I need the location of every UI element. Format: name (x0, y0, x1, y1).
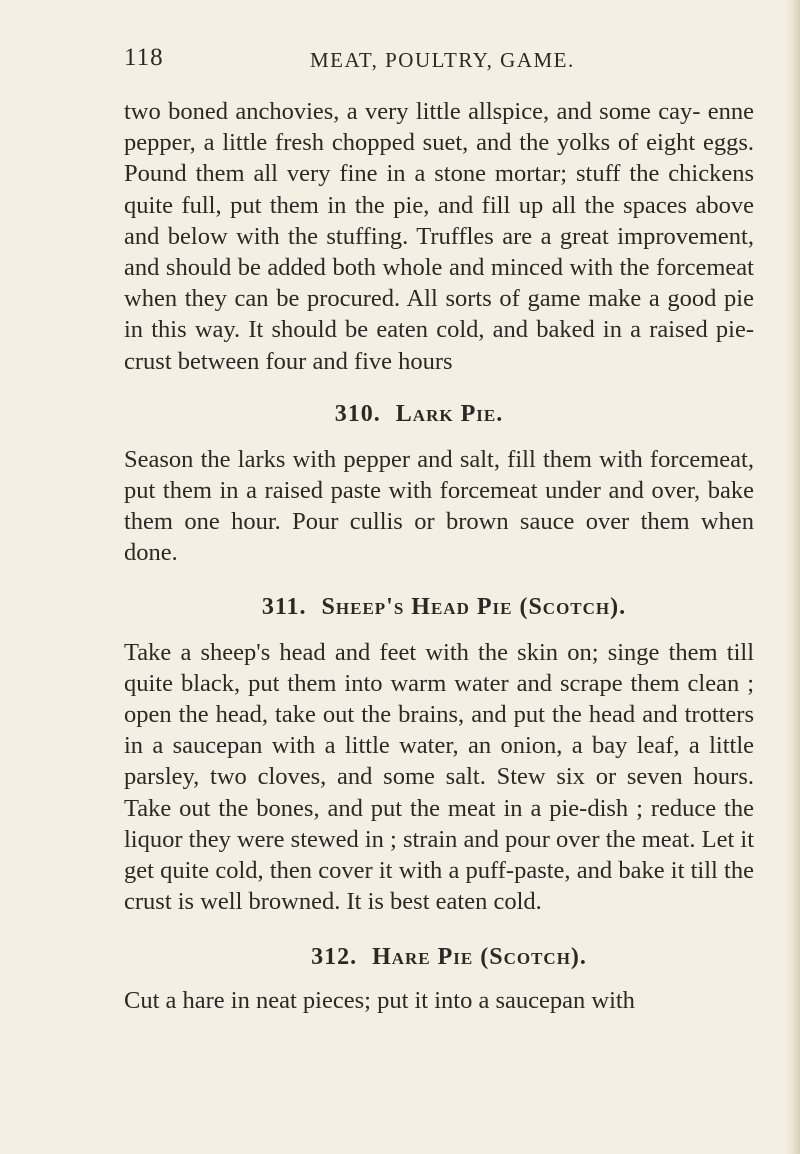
page-number: 118 (124, 44, 164, 71)
page-edge (786, 0, 800, 1154)
paragraph-lark-pie: Season the larks with pepper and salt, fill them with forcemeat, put them in a raised paste with forcemeat under and over, bake them one hour. Pour cullis or brown sauce over them when done. (124, 445, 754, 567)
running-head (124, 44, 754, 84)
recipe-title: Sheep's Head Pie (Scotch). (321, 593, 627, 620)
recipe-title: Lark Pie. (395, 400, 504, 427)
recipe-number: 311. (261, 593, 307, 620)
heading-hare-pie (124, 942, 754, 973)
heading-sheeps-head-pie (124, 592, 754, 623)
running-title: MEAT, POULTRY, GAME. (310, 48, 575, 72)
paragraph-continuation: two boned anchovies, a very little allspice, and some cay- enne pepper, a little fresh chopped suet, and the yolks of eight eggs. Pound them all very fine in a stone mortar; stuff the chickens quite full, put them in the pie, and fill up all the spaces above and below with the stuffing. Truffles are a great improvement, and should be added both whole and minced with the forcemeat when they can be procured. All sorts of game make a good pie in this way. It should be eaten cold, and baked in a raised pie- crust between four and five hours (124, 98, 754, 375)
heading-lark-pie (124, 399, 754, 430)
paragraph-hare-pie: Cut a hare in neat pieces; put it into a saucepan with (124, 987, 635, 1015)
recipe-number: 312. (311, 944, 358, 971)
paragraph-sheeps-head-pie: Take a sheep's head and feet with the skin on; singe them till quite black, put them into warm water and scrape them clean ; open the head, take out the brains, and put the head and trotters in a saucepan with a little water, an onion, a bay leaf, a little parsley, two cloves, and some salt. Stew six or seven hours. Take out the bones, and put the meat in a pie-dish ; reduce the liquor they were stewed in ; strain and pour over the meat. Let it get quite cold, then cover it with a puff-paste, and bake it till the crust is well browned. It is best eaten cold. (124, 638, 755, 916)
recipe-number: 310. (334, 400, 381, 427)
recipe-title: Hare Pie (Scotch). (372, 944, 587, 971)
body-text (124, 96, 754, 1017)
